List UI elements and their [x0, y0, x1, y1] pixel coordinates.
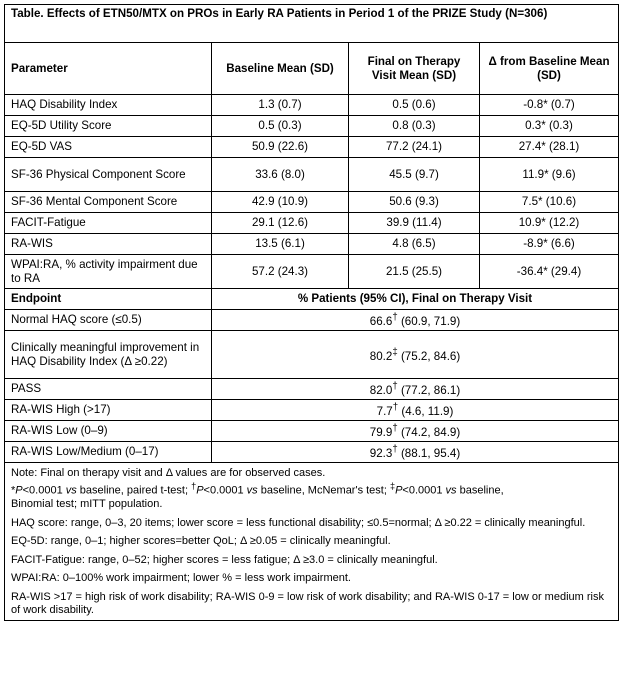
row-parameter: EQ-5D Utility Score [5, 116, 212, 137]
endpoint-percent: 82.0 [369, 383, 393, 397]
row-final: 77.2 (24.1) [349, 137, 480, 158]
endpoint-ci: (75.2, 84.6) [397, 349, 461, 363]
endpoint-name: Clinically meaningful improvement in HAQ Disability Index (Δ ≥0.22) [5, 331, 212, 379]
table-row [5, 234, 619, 255]
header-row [5, 43, 619, 95]
endpoint-row [5, 310, 619, 331]
row-final: 50.6 (9.3) [349, 192, 480, 213]
endpoint-name: PASS [5, 379, 212, 400]
endpoint-percent: 66.6 [369, 314, 393, 328]
table-row [5, 95, 619, 116]
note-rawis: RA-WIS >17 = high risk of work disability; RA-WIS 0-9 = low risk of work disability; and RA-WIS 0-17 = low or medium risk of work disability. [11, 590, 604, 616]
row-delta: 10.9* (12.2) [480, 213, 619, 234]
table-row [5, 137, 619, 158]
results-table [4, 4, 619, 621]
row-delta: -8.9* (6.6) [480, 234, 619, 255]
note-observed: Note: Final on therapy visit and Δ values are for observed cases. [11, 467, 326, 479]
row-final: 0.8 (0.3) [349, 116, 480, 137]
endpoint-ci: (88.1, 95.4) [397, 446, 461, 460]
row-parameter: SF-36 Physical Component Score [5, 158, 212, 192]
table-row [5, 158, 619, 192]
table-row [5, 192, 619, 213]
row-delta: -36.4* (29.4) [480, 255, 619, 289]
table-title: Table. Effects of ETN50/MTX on PROs in Early RA Patients in Period 1 of the PRIZE Study (N=306) [5, 5, 619, 43]
significance-mark: † [392, 381, 398, 393]
row-parameter: FACIT-Fatigue [5, 213, 212, 234]
table-row [5, 116, 619, 137]
row-parameter: RA-WIS [5, 234, 212, 255]
endpoint-row [5, 442, 619, 463]
row-final: 0.5 (0.6) [349, 95, 480, 116]
endpoint-value [212, 331, 619, 379]
note-facit: FACIT-Fatigue: range, 0–52; higher scores = less fatigue; Δ ≥3.0 = clinically meaningful. [11, 553, 438, 566]
table-row [5, 213, 619, 234]
endpoint-value [212, 400, 619, 421]
table-container [4, 4, 618, 621]
endpoint-ci: (77.2, 86.1) [397, 383, 461, 397]
significance-mark: † [392, 423, 398, 435]
row-delta: 11.9* (9.6) [480, 158, 619, 192]
endpoint-header: Endpoint [5, 289, 212, 310]
row-baseline: 13.5 (6.1) [212, 234, 349, 255]
row-parameter: SF-36 Mental Component Score [5, 192, 212, 213]
endpoint-row [5, 379, 619, 400]
row-final: 39.9 (11.4) [349, 213, 480, 234]
row-delta: -0.8* (0.7) [480, 95, 619, 116]
endpoint-percent: 92.3 [369, 446, 393, 460]
col-header-baseline: Baseline Mean (SD) [212, 43, 349, 95]
endpoint-percent: 7.7 [376, 404, 393, 418]
endpoint-percent: 80.2 [369, 349, 393, 363]
row-parameter: EQ-5D VAS [5, 137, 212, 158]
significance-mark: ‡ [392, 346, 398, 358]
row-baseline: 42.9 (10.9) [212, 192, 349, 213]
row-baseline: 57.2 (24.3) [212, 255, 349, 289]
row-final: 21.5 (25.5) [349, 255, 480, 289]
endpoint-row [5, 400, 619, 421]
table-row [5, 255, 619, 289]
row-final: 45.5 (9.7) [349, 158, 480, 192]
notes-row [5, 463, 619, 621]
row-parameter: HAQ Disability Index [5, 95, 212, 116]
col-header-final: Final on Therapy Visit Mean (SD) [349, 43, 480, 95]
table-notes [5, 463, 619, 621]
col-header-delta: Δ from Baseline Mean (SD) [480, 43, 619, 95]
significance-mark: † [392, 312, 398, 324]
row-delta: 7.5* (10.6) [480, 192, 619, 213]
endpoint-name: RA-WIS Low/Medium (0–17) [5, 442, 212, 463]
note-haq: HAQ score: range, 0–3, 20 items; lower score = less functional disability; ≤0.5=normal; Δ ≥0.22 = clinically meaningful. [11, 516, 586, 529]
note-eq5d: EQ-5D: range, 0–1; higher scores=better QoL; Δ ≥0.05 = clinically meaningful. [11, 535, 391, 548]
endpoint-header-row [5, 289, 619, 310]
row-baseline: 0.5 (0.3) [212, 116, 349, 137]
endpoint-ci: (60.9, 71.9) [397, 314, 461, 328]
endpoint-value [212, 310, 619, 331]
title-row [5, 5, 619, 43]
endpoint-ci: (74.2, 84.9) [397, 425, 461, 439]
endpoint-name: RA-WIS High (>17) [5, 400, 212, 421]
row-parameter: WPAI:RA, % activity impairment due to RA [5, 255, 212, 289]
endpoint-name: RA-WIS Low (0–9) [5, 421, 212, 442]
note-wpai: WPAI:RA: 0–100% work impairment; lower % = less work impairment. [11, 572, 351, 585]
endpoint-value [212, 421, 619, 442]
endpoint-value [212, 442, 619, 463]
row-baseline: 50.9 (22.6) [212, 137, 349, 158]
row-baseline: 29.1 (12.6) [212, 213, 349, 234]
note-significance: *P<0.0001 vs baseline, paired t-test; †P<0.0001 vs baseline, McNemar's test; ‡P<0.0001 vs baseline, Binomial test; mITT population. [11, 481, 504, 511]
endpoint-percent: 79.9 [369, 425, 393, 439]
endpoint-row [5, 331, 619, 379]
row-delta: 0.3* (0.3) [480, 116, 619, 137]
row-delta: 27.4* (28.1) [480, 137, 619, 158]
endpoint-value [212, 379, 619, 400]
endpoint-name: Normal HAQ score (≤0.5) [5, 310, 212, 331]
endpoint-ci: (4.6, 11.9) [398, 404, 454, 418]
row-baseline: 1.3 (0.7) [212, 95, 349, 116]
row-baseline: 33.6 (8.0) [212, 158, 349, 192]
endpoint-value-header: % Patients (95% CI), Final on Therapy Visit [212, 289, 619, 310]
significance-mark: † [392, 444, 398, 456]
significance-mark: † [392, 402, 399, 414]
endpoint-row [5, 421, 619, 442]
col-header-parameter: Parameter [5, 43, 212, 95]
row-final: 4.8 (6.5) [349, 234, 480, 255]
